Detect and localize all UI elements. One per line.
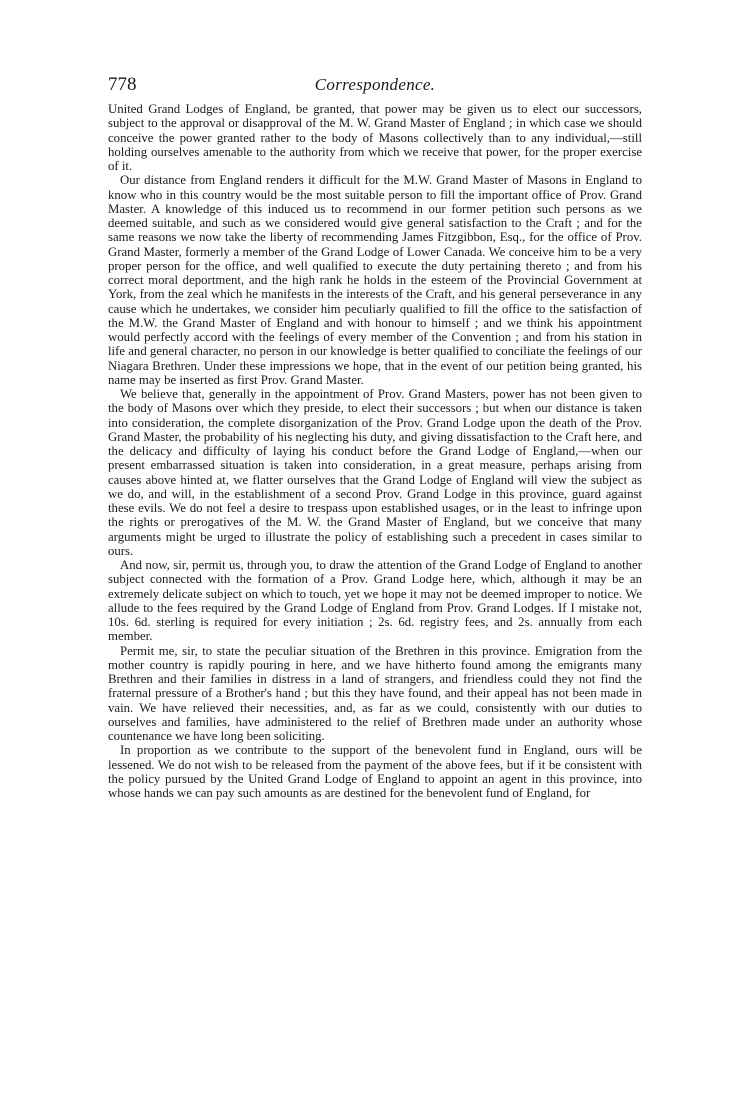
running-head: Correspondence. [314, 75, 436, 94]
paragraph: United Grand Lodges of England, be granted, that power may be given us to elect our successors, subject to the approval or disapproval of the M. W. Grand Master of England ; in which case we should conceive the power granted rather to the body of Masons collectively than to any individual,—still holding ourselves amenable to the authority from which we receive that power, for the proper exercise of it. [108, 102, 642, 173]
paragraph: And now, sir, permit us, through you, to draw the attention of the Grand Lodge of England to another subject connected with the formation of a Prov. Grand Lodge here, which, although it may be an extremely delicate subject on which to touch, yet we hope it may not be deemed improper to notice. We allude to the fees required by the Grand Lodge of England from Prov. Grand Lodges. If I mistake not, 10s. 6d. sterling is required for every initiation ; 2s. 6d. registry fees, and 2s. annually from each member. [108, 558, 642, 644]
paragraph: In proportion as we contribute to the support of the benevolent fund in England, ours will be lessened. We do not wish to be released from the payment of the above fees, but if it be consistent with the policy pursued by the United Grand Lodge of England to appoint an agent in this province, into whose hands we can pay such amounts as are destined for the benevolent fund of England, for [108, 743, 642, 800]
paragraph: Our distance from England renders it difficult for the M.W. Grand Master of Masons in England to know who in this country would be the most suitable person to fill the important office of Prov. Grand Master. A knowledge of this induced us to recommend in our former petition such persons as we deemed suitable, and such as we considered would give general satisfaction to the Craft ; and for the same reasons we now take the liberty of recommending James Fitzgibbon, Esq., for the office of Prov. Grand Master, formerly a member of the Grand Lodge of Lower Canada. We conceive him to be a very proper person for the office, and well qualified to execute the duty pertaining thereto ; and from his correct moral deportment, and the high rank he holds in the esteem of the Provincial Government at York, from the zeal which he manifests in the interests of the Craft, and his general perseverance in any cause which he undertakes, we consider him peculiarly qualified to fill the office to the satisfaction of the M.W. the Grand Master of England and with honour to himself ; and we think his appointment would perfectly accord with the feelings of every member of the Convention ; and from his station in life and general character, no person in our knowledge is better qualified to conciliate the feelings of our Niagara Brethren. Under these impressions we hope, that in the event of our petition being granted, his name may be inserted as first Prov. Grand Master. [108, 173, 642, 387]
paragraph: We believe that, generally in the appointment of Prov. Grand Masters, power has not been given to the body of Masons over which they preside, to elect their successors ; but when our distance is taken into consideration, the complete disorganization of the Prov. Grand Lodge upon the death of the Prov. Grand Master, the probability of his neglecting his duty, and giving dissatisfaction to the Craft here, and the delicacy and difficulty of laying his conduct before the Grand Lodge of England,—when our present embarrassed situation is taken into consideration, in a great measure, perhaps arising from causes above hinted at, we flatter ourselves that the Grand Lodge of England will view the subject as we do, and will, in the establishment of a second Prov. Grand Lodge in this province, guard against these evils. We do not feel a desire to trespass upon established usages, or in the least to infringe upon the rights or prerogatives of the M. W. the Grand Master of England, but we conceive that many arguments might be urged to illustrate the policy of establishing such a precedent in cases similar to ours. [108, 387, 642, 558]
paragraph: Permit me, sir, to state the peculiar situation of the Brethren in this province. Emigration from the mother country is rapidly pouring in here, and we have hitherto found among the emigrants many Brethren and their families in distress in a land of strangers, and friendless could they not find the fraternal pressure of a Brother's hand ; but this they have found, and their appeal has not been made in vain. We have relieved their necessities, and, as far as we could, consistently with our duties to ourselves and families, have administered to the relief of Brethren made under an authority whose countenance we have long been soliciting. [108, 643, 642, 743]
page-number: 778 [108, 74, 137, 95]
page-header [108, 72, 642, 102]
body-text [108, 102, 642, 800]
document-page [108, 72, 642, 800]
